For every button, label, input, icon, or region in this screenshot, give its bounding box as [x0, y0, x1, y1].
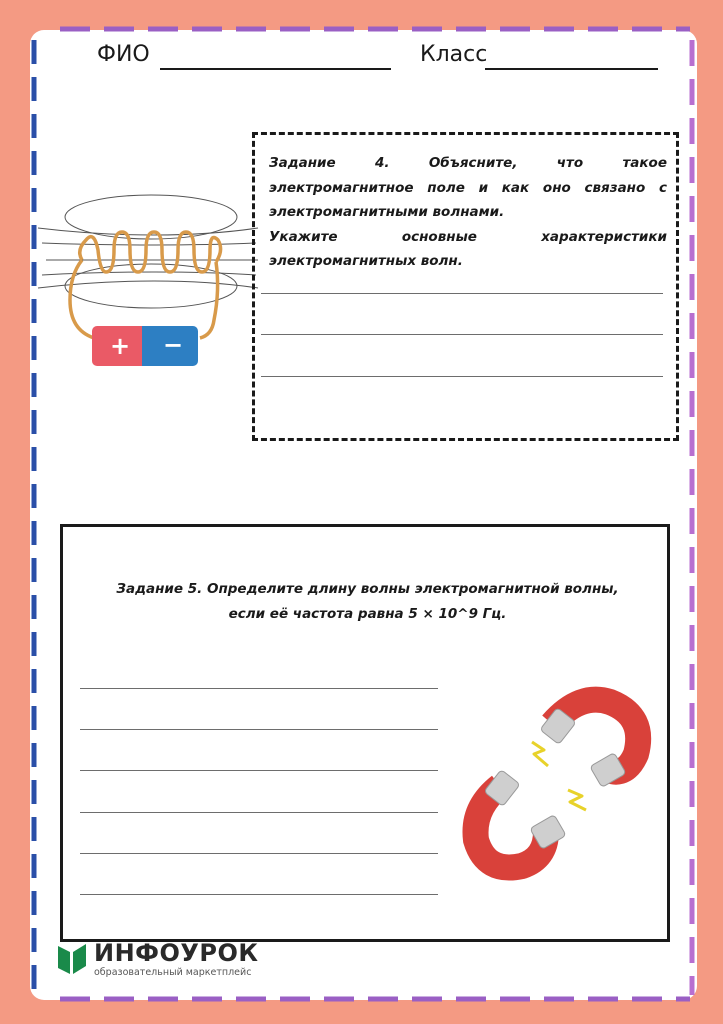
task5-answer-line[interactable] — [80, 853, 438, 854]
logo-title: ИНФОУРОК — [94, 939, 259, 967]
task5-question — [75, 577, 660, 627]
task4-answer-line[interactable] — [261, 376, 663, 377]
task4-box — [252, 132, 679, 441]
battery-plus-sign: + — [109, 332, 131, 360]
class-label: Класс — [420, 42, 488, 67]
task4-answer-line[interactable] — [261, 334, 663, 335]
electromagnet-coil-icon — [36, 180, 262, 375]
infourok-leaf-icon — [56, 942, 88, 976]
task4-question — [269, 151, 667, 274]
infourok-logo — [56, 940, 296, 980]
task5-answer-line[interactable] — [80, 688, 438, 689]
logo-subtitle: образовательный маркетплейс — [94, 967, 252, 978]
task4-line: Задание 4. Объясните, что такое — [269, 155, 667, 171]
task5-answer-line[interactable] — [80, 894, 438, 895]
horseshoe-magnet-icon — [460, 682, 656, 882]
task4-line: электромагнитное поле и как оно связано с — [269, 179, 667, 196]
battery-minus-sign: − — [162, 331, 184, 359]
task5-answer-line[interactable] — [80, 770, 438, 771]
class-input-line[interactable] — [485, 68, 658, 70]
task4-line: Укажите основные характеристики — [269, 228, 667, 245]
name-input-line[interactable] — [160, 68, 391, 70]
name-label: ФИО — [97, 42, 150, 67]
task4-line: электромагнитных волн. — [269, 253, 463, 269]
task4-answer-line[interactable] — [261, 293, 663, 294]
task5-line: если её частота равна 5 × 10^9 Гц. — [228, 606, 507, 622]
task5-answer-line[interactable] — [80, 729, 438, 730]
task5-answer-line[interactable] — [80, 812, 438, 813]
task4-line: электромагнитными волнами. — [269, 204, 505, 220]
task5-line: Задание 5. Определите длину волны электромагнитной волны, — [116, 581, 619, 597]
